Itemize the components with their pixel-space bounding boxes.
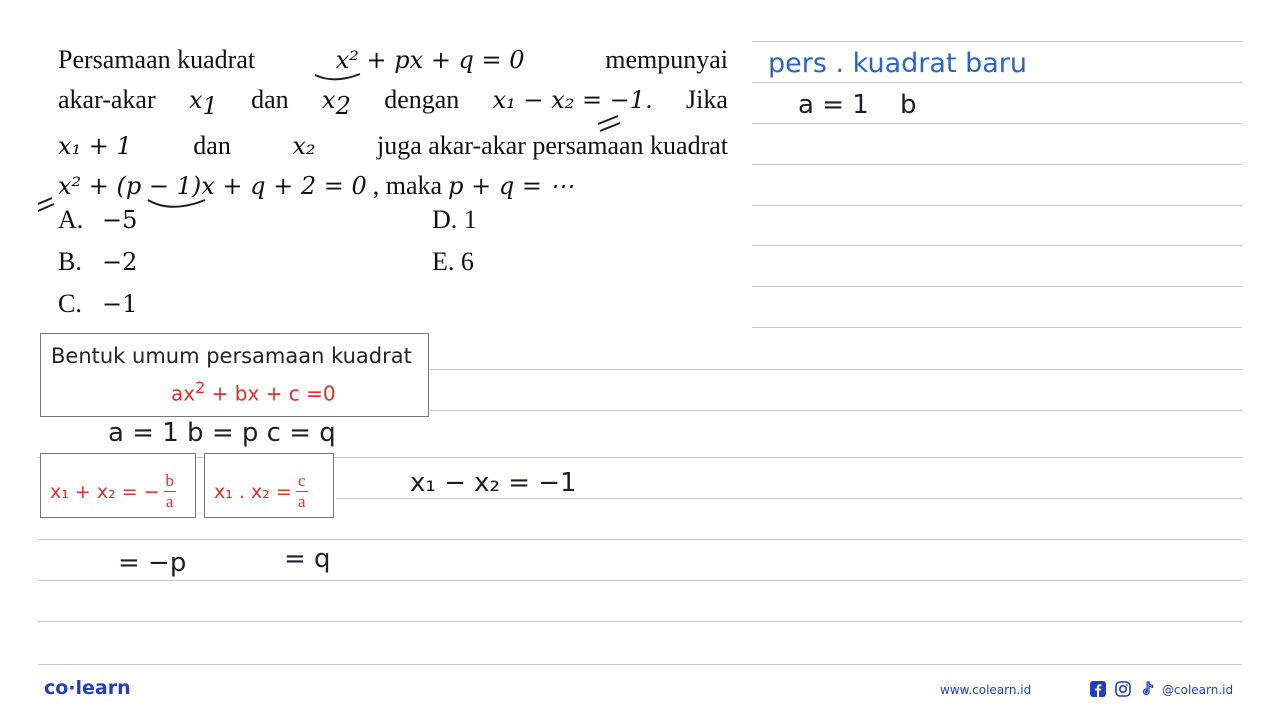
general-form-box: [40, 333, 429, 417]
equation-original: x² + px + q = 0: [335, 46, 525, 74]
product-formula: x₁ . x₂ = $\frac{c}{a}$: [214, 472, 308, 511]
problem-text: Persamaan kuadrat: [58, 45, 256, 74]
problem-text: Jika: [686, 85, 728, 114]
problem-text: akar-akar: [58, 85, 156, 114]
root-x1: $x_1$: [188, 86, 218, 120]
handwritten-sum-result: = −p: [118, 548, 187, 578]
option-e[interactable]: E. 6: [432, 247, 474, 276]
brand-logo: co·learn: [44, 677, 131, 699]
sum-formula: x₁ + x₂ = − $\frac{b}{a}$: [50, 471, 174, 511]
equation-new: x² + (p − 1)x + q + 2 = 0: [58, 171, 367, 200]
problem-text: dengan: [384, 85, 460, 114]
option-c[interactable]: C. −1: [58, 289, 138, 318]
handwritten-a-new: a = 1: [798, 90, 869, 120]
facebook-icon[interactable]: [1090, 681, 1106, 697]
new-root-2: x₂: [292, 131, 316, 160]
handwritten-coefficients: a = 1 b = p c = q: [108, 418, 336, 448]
handwritten-title: pers . kuadrat baru: [768, 48, 1027, 79]
box-title: Bentuk umum persamaan kuadrat: [51, 344, 412, 368]
problem-line-2: [58, 80, 728, 126]
problem-text: juga akar-akar persamaan kuadrat: [377, 130, 728, 160]
option-a[interactable]: A. −5: [58, 205, 138, 234]
problem-text: , maka: [372, 170, 443, 200]
question-expression: p + q = ⋯: [448, 171, 574, 200]
website-link[interactable]: www.colearn.id: [940, 683, 1032, 697]
fraction: $\frac{c}{a}$: [296, 472, 308, 511]
problem-line-4: [58, 166, 728, 206]
handwritten-difference: x₁ − x₂ = −1: [410, 468, 577, 498]
vieta-sum-box: [40, 453, 196, 518]
social-handle[interactable]: @colearn.id: [1162, 683, 1234, 697]
general-formula: $ax^2$ + bx + c =0: [171, 378, 336, 406]
problem-text: dan: [251, 85, 289, 114]
root-x2: $x_2$: [322, 86, 351, 120]
problem-statement: [58, 40, 728, 206]
instagram-icon[interactable]: [1115, 681, 1131, 697]
handwritten-b-new: b: [900, 90, 917, 120]
vieta-product-box: [204, 453, 334, 518]
handwritten-product-result: = q: [284, 544, 331, 574]
option-b[interactable]: B. −2: [58, 247, 138, 276]
equals-mark: [38, 198, 54, 211]
problem-text: mempunyai: [605, 45, 728, 74]
problem-line-3: [58, 126, 728, 166]
problem-line-1: [58, 40, 728, 80]
option-d[interactable]: D. 1: [432, 205, 477, 234]
problem-text: dan: [193, 130, 231, 160]
fraction: $\frac{b}{a}$: [165, 471, 174, 511]
root-difference: x₁ − x₂ = −1.: [492, 86, 653, 114]
new-root-1: x₁ + 1: [58, 131, 132, 160]
tiktok-icon[interactable]: [1140, 681, 1156, 697]
